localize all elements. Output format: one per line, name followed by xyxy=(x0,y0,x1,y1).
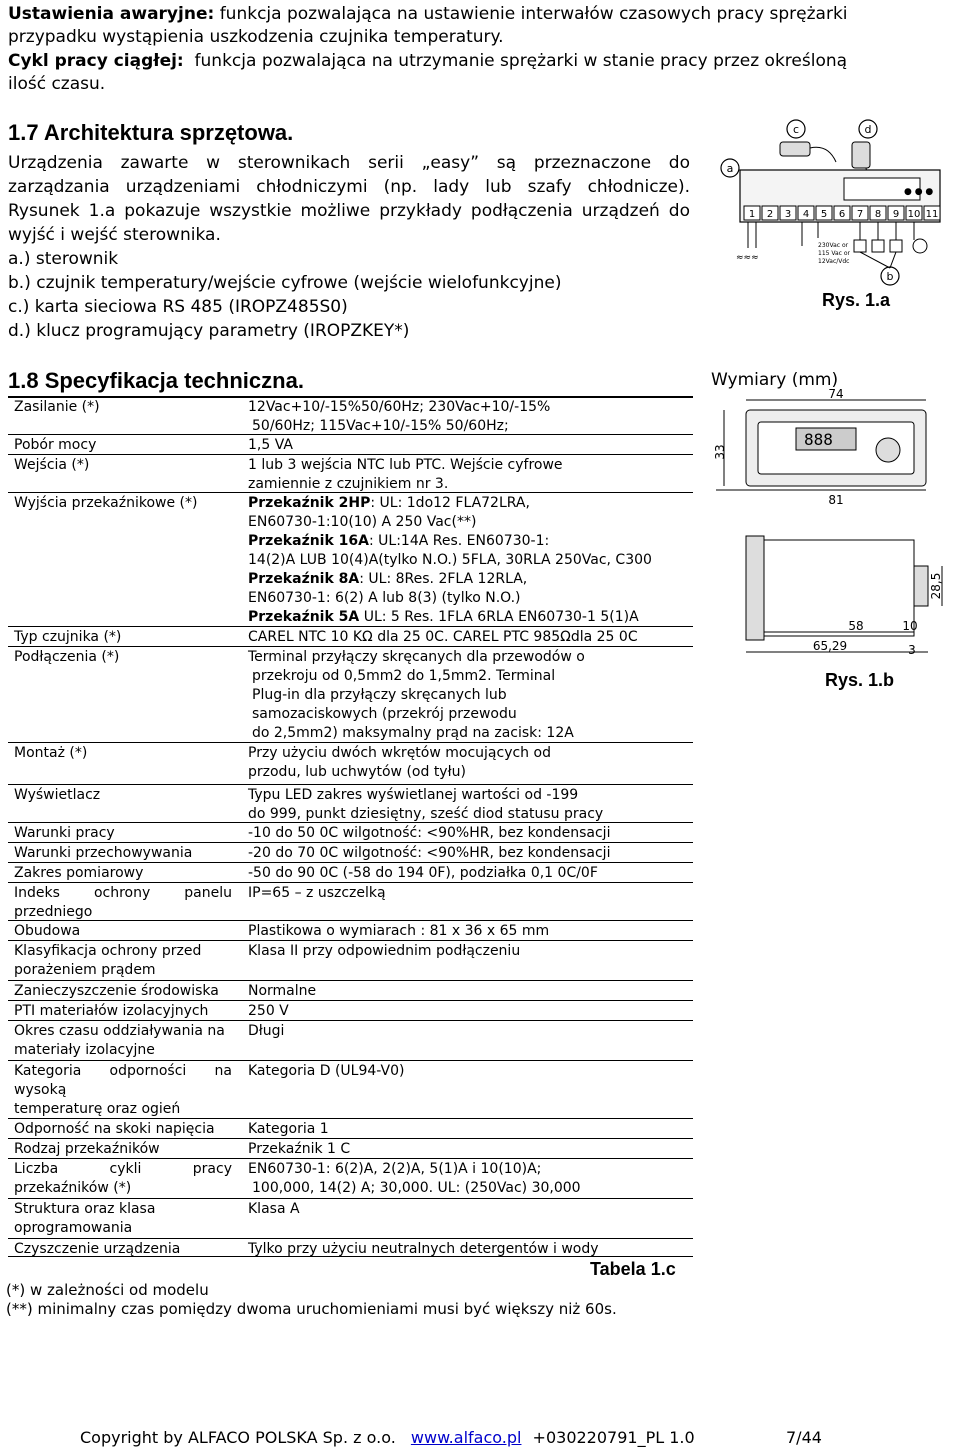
spec-label-line: przekaźników (*) xyxy=(14,1180,132,1196)
paragraph-line: zarządzania urządzeniami chłodniczymi (np. lady lub szafy chłodnicze). xyxy=(8,177,690,197)
svg-text:≈≈≈: ≈≈≈ xyxy=(736,253,759,263)
spec-value xyxy=(248,824,610,843)
spec-label xyxy=(14,1120,232,1139)
dim-label: 33 xyxy=(713,444,727,460)
table-row xyxy=(8,396,693,435)
spec-label xyxy=(14,1160,232,1198)
spec-label-line: Czyszczenie urządzenia xyxy=(14,1241,181,1257)
spec-value-line: Przy użyciu dwóch wkrętów mocujących od xyxy=(248,745,551,761)
section-heading-architecture: 1.7 Architektura sprzętowa. xyxy=(8,120,294,145)
paragraph-line: Rysunek 1.a pokazuje wszystkie możliwe przykłady podłączenia urządzeń do xyxy=(8,201,690,221)
supply-label: 12Vac/Vdc xyxy=(818,258,850,265)
spec-label xyxy=(14,648,232,667)
spec-label xyxy=(14,864,232,883)
terminal-number: 10 xyxy=(907,209,921,220)
callout-b: b xyxy=(886,270,894,283)
figure-caption-1a: Rys. 1.a xyxy=(822,290,891,310)
spec-value-line: przodu, lub uchwytów (od tyłu) xyxy=(248,764,466,780)
spec-label xyxy=(14,942,232,980)
spec-label xyxy=(14,1022,232,1060)
spec-label-line: Pobór mocy xyxy=(14,437,97,453)
spec-value-line: EN60730-1: 6(2) A lub 8(3) (tylko N.O.) xyxy=(248,590,521,606)
architecture-paragraph xyxy=(8,153,690,249)
table-row xyxy=(8,862,693,883)
spec-label xyxy=(14,824,232,843)
callout-a: a xyxy=(726,162,734,175)
spec-label xyxy=(14,398,232,417)
table-row xyxy=(8,980,693,1001)
spec-label-line: Wyjścia przekaźnikowe (*) xyxy=(14,495,198,511)
dim-label: 3 xyxy=(908,643,916,657)
spec-label-line: Zakres pomiarowy xyxy=(14,865,144,881)
spec-value xyxy=(248,864,598,883)
spec-label xyxy=(14,884,232,922)
spec-label-line: Montaż (*) xyxy=(14,745,88,761)
terminal-block xyxy=(744,206,940,220)
spec-value-line: 100,000, 14(2) A; 30,000. UL: (250Vac) 30,000 xyxy=(252,1180,581,1196)
spec-label xyxy=(14,982,232,1001)
table-row xyxy=(8,1020,693,1061)
spec-value-line: 14(2)A LUB 10(4)A(tylko N.O.) 5FLA, 30RLA 250Vac, C300 xyxy=(248,552,652,568)
table-row xyxy=(8,784,693,823)
figure-caption-1b: Rys. 1.b xyxy=(825,670,895,690)
programming-key-shape xyxy=(852,142,870,168)
spec-label-line: Klasyfikacja ochrony przed xyxy=(14,943,202,959)
table-row xyxy=(8,940,693,981)
spec-label-line: Wyświetlacz xyxy=(14,787,101,803)
spec-value-line: IP=65 – z uszczelką xyxy=(248,885,386,901)
spec-label xyxy=(14,494,232,513)
spec-label-line: temperaturę oraz ogień xyxy=(14,1101,181,1117)
spec-value-line: CAREL NTC 10 KΩ dla 25 0C. CAREL PTC 985Ωdla 25 0C xyxy=(248,629,638,645)
spec-value xyxy=(248,1120,329,1139)
spec-label xyxy=(14,844,232,863)
dim-label: 81 xyxy=(828,493,844,507)
supply-label: 115 Vac or xyxy=(818,250,851,257)
side-housing xyxy=(764,540,914,636)
terminal-number: 7 xyxy=(856,209,864,220)
callout-c: c xyxy=(792,123,800,136)
probe-shape xyxy=(872,240,884,252)
terminal-number: 11 xyxy=(925,209,939,220)
spec-value-line: Przekaźnik 8A: UL: 8Res. 2FLA 12RLA, xyxy=(248,571,528,587)
spec-value xyxy=(248,1022,284,1041)
paragraph-line: Urządzenia zawarte w sterownikach serii „easy” są przeznaczone do xyxy=(8,153,690,173)
svg-text:888: 888 xyxy=(804,430,833,449)
spec-value xyxy=(248,628,638,647)
supply-label: 230Vac or xyxy=(818,242,849,249)
spec-label xyxy=(14,744,232,763)
table-row xyxy=(8,1000,693,1021)
spec-label-line: Zasilanie (*) xyxy=(14,399,100,415)
intro-term-emergency: Ustawienia awaryjne: xyxy=(8,4,215,24)
spec-value-line: 1 lub 3 wejścia NTC lub PTC. Wejście cyfrowe xyxy=(248,457,563,473)
table-row xyxy=(8,920,693,941)
spec-value-line: -50 do 90 0C (-58 do 194 0F), podziałka 0,1 0C/0F xyxy=(248,865,598,881)
svg-text:● ● ●: ● ● ● xyxy=(904,187,934,197)
dimensions-drawing xyxy=(706,388,956,688)
list-item: b.) czujnik temperatury/wejście cyfrowe (wejście wielofunkcyjne) xyxy=(8,273,562,293)
table-row xyxy=(8,434,693,455)
spec-label-line: Okres czasu oddziaływania na xyxy=(14,1023,225,1039)
table-row xyxy=(8,1060,693,1119)
spec-value-line: Klasa II przy odpowiednim podłączeniu xyxy=(248,943,521,959)
spec-value-line: Przekaźnik 5A UL: 5 Res. 1FLA 6RLA EN60730-1 5(1)A xyxy=(248,609,639,625)
intro-text: funkcja pozwalająca na utrzymanie sprężarki w stanie pracy przez określoną xyxy=(194,51,848,71)
spec-value xyxy=(248,456,563,494)
spec-value-line: Plastikowa o wymiarach : 81 x 36 x 65 mm xyxy=(248,923,550,939)
spec-value-line: Przekaźnik 2HP: UL: 1do12 FLA72LRA, xyxy=(248,495,530,511)
table-row xyxy=(8,646,693,743)
intro-term-cycle: Cykl pracy ciągłej: xyxy=(8,51,184,71)
table-row xyxy=(8,454,693,493)
dim-label: 28,5 xyxy=(929,572,943,600)
terminal-number: 4 xyxy=(802,209,810,220)
spec-value xyxy=(248,1062,404,1081)
terminal-number: 2 xyxy=(766,209,774,220)
dim-label: 58 xyxy=(848,619,864,633)
table-row xyxy=(8,1138,693,1159)
spec-value xyxy=(248,1200,300,1219)
page-footer xyxy=(80,1428,695,1447)
spec-label-line: Zanieczyszczenie środowiska xyxy=(14,983,219,999)
spec-label-line: oprogramowania xyxy=(14,1220,133,1236)
spec-label xyxy=(14,628,232,647)
spec-label xyxy=(14,786,232,805)
probe-shape xyxy=(890,240,902,252)
spec-label-line: Struktura oraz klasa xyxy=(14,1201,156,1217)
spec-value xyxy=(248,1160,581,1198)
terminal-number: 1 xyxy=(748,209,756,220)
spec-label-line: porażeniem prądem xyxy=(14,962,156,978)
table-row xyxy=(8,742,693,785)
spec-value-line: 250 V xyxy=(248,1003,289,1019)
spec-label-line: przedniego xyxy=(14,904,93,920)
side-front-bezel xyxy=(746,536,764,640)
spec-value xyxy=(248,982,316,1001)
spec-value xyxy=(248,436,293,455)
dimensions-title: Wymiary (mm) xyxy=(711,370,839,390)
spec-value-line: EN60730-1: 6(2)A, 2(2)A, 5(1)A i 10(10)A; xyxy=(248,1161,542,1177)
spec-label-line: Liczba cykli pracy xyxy=(14,1161,232,1177)
paragraph-line: wyjść i wejść sterownika. xyxy=(8,225,221,245)
spec-label-line: Indeks ochrony panelu xyxy=(14,885,232,901)
spec-label-line: wysoką xyxy=(14,1082,67,1098)
spec-value-line: Terminal przyłączy skręcanych dla przewodów o xyxy=(248,649,585,665)
spec-label-line: materiały izolacyjne xyxy=(14,1042,155,1058)
spec-label-line: Podłączenia (*) xyxy=(14,649,120,665)
spec-value xyxy=(248,844,610,863)
spec-value-line: Długi xyxy=(248,1023,285,1039)
spec-label-line: Warunki przechowywania xyxy=(14,845,193,861)
spec-label xyxy=(14,1002,232,1021)
spec-value xyxy=(248,648,585,743)
spec-label-line: Obudowa xyxy=(14,923,81,939)
spec-value xyxy=(248,942,520,961)
spec-value-line: Kategoria D (UL94-V0) xyxy=(248,1063,405,1079)
spec-value-line: Przekaźnik 16A: UL:14A Res. EN60730-1: xyxy=(248,533,550,549)
spec-value-line: 1,5 VA xyxy=(248,437,293,453)
dim-label: 65,29 xyxy=(812,639,848,653)
spec-value xyxy=(248,744,551,782)
table-row xyxy=(8,1158,693,1199)
dim-label: 74 xyxy=(828,388,844,401)
spec-value-line: samozaciskowych (przekrój przewodu xyxy=(252,706,517,722)
terminal-number: 9 xyxy=(892,209,900,220)
spec-value xyxy=(248,398,550,436)
spec-label xyxy=(14,1140,232,1159)
spec-value-line: Normalne xyxy=(248,983,317,999)
spec-value-line: zamiennie z czujnikiem nr 3. xyxy=(248,476,449,492)
table-row xyxy=(8,626,693,647)
spec-value-line: Klasa A xyxy=(248,1201,300,1217)
footnote-min-time: (**) minimalny czas pomiędzy dwoma uruchomieniami musi być większy niż 60s. xyxy=(6,1300,617,1318)
intro-line-3 xyxy=(8,51,847,72)
terminal-number: 8 xyxy=(874,209,882,220)
footer-website-link[interactable]: www.alfaco.pl xyxy=(410,1428,522,1447)
footer-doc-number: +030220791_PL 1.0 xyxy=(532,1428,695,1447)
spec-label xyxy=(14,436,232,455)
list-item: c.) karta sieciowa RS 485 (IROPZ485S0) xyxy=(8,297,348,317)
section-heading-specification: 1.8 Specyfikacja techniczna. xyxy=(8,368,304,393)
spec-value-line: 12Vac+10/-15%50/60Hz; 230Vac+10/-15% xyxy=(248,399,551,415)
list-item: a.) sterownik xyxy=(8,249,119,269)
footer-page-number: 7/44 xyxy=(786,1428,822,1447)
table-caption: Tabela 1.c xyxy=(590,1259,676,1279)
spec-value-line: Plug-in dla przyłączy skręcanych lub xyxy=(252,687,507,703)
spec-label-line: Odporność na skoki napięcia xyxy=(14,1121,215,1137)
spec-value-line: Tylko przy użyciu neutralnych detergentów i wody xyxy=(248,1241,599,1257)
table-row xyxy=(8,492,693,627)
footnote-model: (*) w zależności od modelu xyxy=(6,1281,209,1299)
table-row xyxy=(8,1118,693,1139)
spec-label xyxy=(14,456,232,475)
dim-label: 10 xyxy=(902,619,918,633)
network-cable xyxy=(810,147,836,162)
terminal-number: 6 xyxy=(838,209,846,220)
table-row xyxy=(8,1238,693,1257)
spec-value-line: Przekaźnik 1 C xyxy=(248,1141,351,1157)
spec-label-line: Warunki pracy xyxy=(14,825,115,841)
table-row xyxy=(8,822,693,843)
list-item: d.) klucz programujący parametry (IROPZKEY*) xyxy=(8,321,410,341)
table-row xyxy=(8,842,693,863)
spec-value-line: -10 do 50 0C wilgotność: <90%HR, bez kondensacji xyxy=(248,825,611,841)
spec-label-line: Wejścia (*) xyxy=(14,457,90,473)
spec-value xyxy=(248,884,386,903)
callout-d: d xyxy=(864,123,872,136)
spec-value xyxy=(248,1002,289,1021)
footer-copyright: Copyright by ALFACO POLSKA Sp. z o.o. xyxy=(80,1428,396,1447)
probe-shape xyxy=(854,240,866,252)
table-row xyxy=(8,882,693,921)
spec-label-line: PTI materiałów izolacyjnych xyxy=(14,1003,209,1019)
spec-value-line: do 2,5mm2) maksymalny prąd na zacisk: 12A xyxy=(252,725,574,741)
network-card-shape xyxy=(780,142,810,156)
intro-text: funkcja pozwalająca na ustawienie interwałów czasowych pracy sprężarki xyxy=(219,4,848,24)
terminal-number: 5 xyxy=(820,209,828,220)
table-row xyxy=(8,1198,693,1239)
intro-line-1 xyxy=(8,4,848,25)
probe-shape xyxy=(913,239,927,253)
spec-value xyxy=(248,922,549,941)
spec-value xyxy=(248,494,652,627)
intro-line-2: przypadku wystąpienia uszkodzenia czujnika temperatury. xyxy=(8,27,504,47)
table-bottom-rule xyxy=(8,1256,693,1257)
spec-label-line: Typ czujnika (*) xyxy=(14,629,122,645)
spec-label xyxy=(14,922,232,941)
spec-value xyxy=(248,1140,350,1159)
spec-value-line: -20 do 70 0C wilgotność: <90%HR, bez kondensacji xyxy=(248,845,611,861)
spec-value-line: Kategoria 1 xyxy=(248,1121,329,1137)
spec-value-line: 50/60Hz; 115Vac+10/-15% 50/60Hz; xyxy=(252,418,509,434)
spec-value-line: Typu LED zakres wyświetlanej wartości od -199 xyxy=(248,787,579,803)
spec-label-line: Rodzaj przekaźników xyxy=(14,1141,160,1157)
spec-value xyxy=(248,786,603,824)
terminal-number: 3 xyxy=(784,209,792,220)
spec-label xyxy=(14,1062,232,1119)
spec-value-line: przekroju od 0,5mm2 do 1,5mm2. Terminal xyxy=(252,668,556,684)
architecture-list xyxy=(8,249,561,345)
wiring-diagram xyxy=(718,118,954,300)
intro-line-4: ilość czasu. xyxy=(8,74,106,94)
spec-value-line: do 999, punkt dziesiętny, sześć diod statusu pracy xyxy=(248,806,604,822)
spec-value-line: EN60730-1:10(10) A 250 Vac(**) xyxy=(248,514,477,530)
spec-label xyxy=(14,1200,232,1238)
spec-label-line: Kategoria odporności na xyxy=(14,1063,232,1079)
